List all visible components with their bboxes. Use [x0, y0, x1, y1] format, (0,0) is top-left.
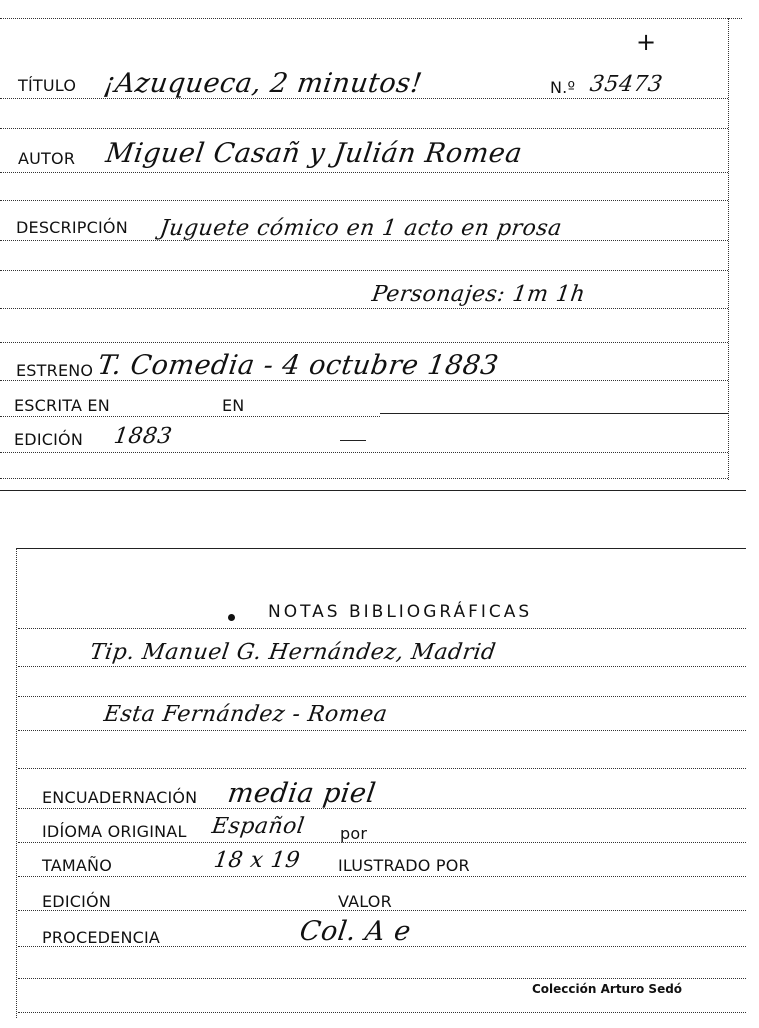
row-line-last — [18, 978, 746, 979]
row-line-escrita-dots — [0, 416, 380, 417]
tamano-value: 18 x 19 — [212, 848, 302, 873]
en-label: EN — [222, 396, 245, 415]
notes-line-3 — [18, 696, 746, 697]
row-line-pre-estreno — [0, 342, 728, 343]
row-line-pre-desc — [0, 200, 728, 201]
autor-value: Miguel Casañ y Julián Romea — [103, 138, 525, 169]
ilustrado-label: ILUSTRADO POR — [338, 856, 470, 875]
procedencia-value: Col. A e — [297, 916, 413, 947]
row-line-bottom — [0, 478, 728, 479]
encuadernacion-label: ENCUADERNACIÓN — [42, 788, 198, 807]
corner-mark: + — [636, 28, 657, 56]
right-border — [728, 18, 729, 480]
note-2: Esta Fernández - Romea — [102, 702, 390, 727]
valor-label: VALOR — [338, 892, 392, 911]
edicion-label: EDICIÓN — [14, 430, 84, 449]
procedencia-label: PROCEDENCIA — [42, 928, 161, 947]
estreno-value: T. Comedia - 4 octubre 1883 — [95, 350, 501, 381]
edicion-value: 1883 — [112, 424, 174, 449]
numero-label: N.º — [550, 78, 576, 97]
top-catalog-card — [0, 0, 759, 492]
notes-line-4 — [18, 730, 746, 731]
bottom-top-border — [16, 548, 746, 549]
row-line-procedencia — [18, 946, 746, 947]
titulo-value: ¡Azuqueca, 2 minutos! — [101, 68, 425, 99]
top-border — [0, 18, 742, 19]
row-line-encuad — [18, 808, 746, 809]
note-1: Tip. Manuel G. Hernández, Madrid — [88, 640, 498, 665]
notes-line-2 — [18, 666, 746, 667]
row-line-edicion2 — [18, 910, 746, 911]
tamano-label: TAMAÑO — [42, 856, 112, 875]
row-line-desc — [0, 240, 728, 241]
titulo-label: TÍTULO — [18, 76, 77, 95]
row-line-pre-pers — [0, 270, 728, 271]
notes-line-5 — [18, 768, 746, 769]
row-line-estreno — [0, 380, 728, 381]
encuadernacion-value: media piel — [225, 778, 378, 809]
bottom-catalog-card — [0, 492, 759, 1028]
collection-footer: Colección Arturo Sedó — [532, 982, 683, 996]
personajes-value: Personajes: 1m 1h — [370, 282, 587, 307]
row-line-edicion — [0, 452, 728, 453]
row-line-escrita — [380, 413, 728, 414]
edicion2-label: EDICIÓN — [42, 892, 112, 911]
row-line-tamano — [18, 876, 746, 877]
row-line-autor — [0, 172, 728, 173]
bullet-dot — [228, 614, 235, 621]
idioma-value: Español — [210, 814, 307, 839]
notes-line-1 — [18, 628, 746, 629]
edicion-dash — [340, 440, 366, 441]
numero-value: 35473 — [588, 72, 665, 97]
autor-label: AUTOR — [18, 149, 76, 168]
notas-title: NOTAS BIBLIOGRÁFICAS — [268, 602, 533, 622]
row-line-pers — [0, 308, 728, 309]
bottom-edge-line — [18, 1012, 746, 1013]
row-line-idioma — [18, 842, 746, 843]
card-separator — [0, 490, 746, 491]
descripcion-value: Juguete cómico en 1 acto en prosa — [158, 216, 564, 241]
idioma-label: IDÍOMA ORIGINAL — [42, 822, 187, 841]
row-line-pre-autor — [0, 128, 728, 129]
escrita-label: ESCRITA EN — [14, 396, 110, 415]
por-label: por — [340, 824, 368, 843]
descripcion-label: DESCRIPCIÓN — [16, 218, 128, 237]
estreno-label: ESTRENO — [16, 361, 94, 380]
bottom-left-border — [16, 548, 17, 1018]
row-line-titulo — [0, 98, 728, 99]
